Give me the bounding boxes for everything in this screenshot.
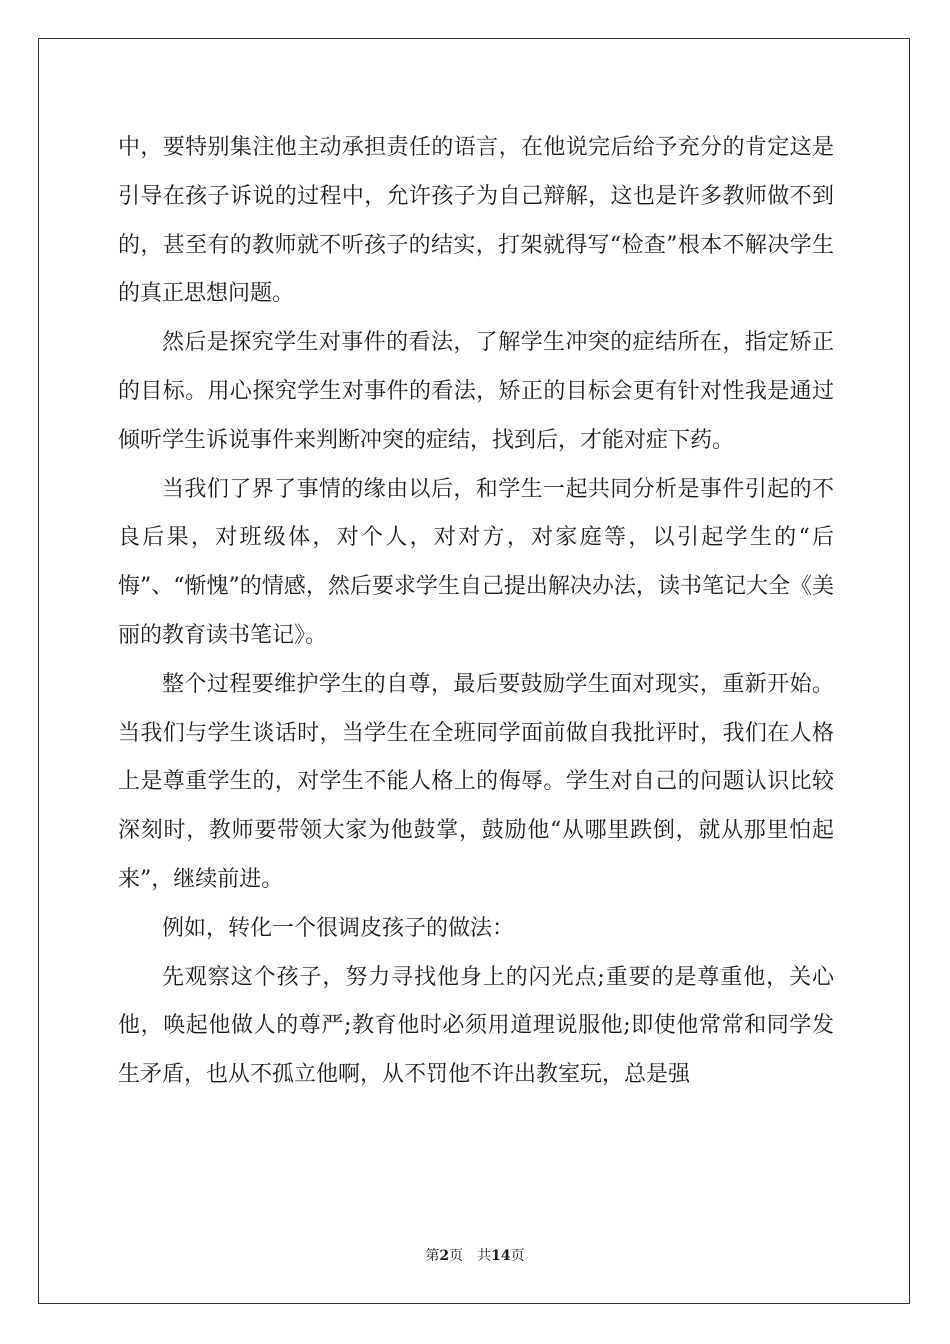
total-prefix: 共 [477,1248,492,1264]
paragraph: 当我们了界了事情的缘由以后，和学生一起共同分析是事件引起的不良后果，对班级体，对个人，对对方，对家庭等，以引起学生的“后悔”、“惭愧”的情感，然后要求学生自己提出解决办法，读书笔记大全《美丽的教育读书笔记》。 [118,476,834,648]
total-unit: 页 [510,1248,525,1264]
current-page-number: 2 [439,1248,450,1264]
paragraph: 先观察这个孩子，努力寻找他身上的闪光点;重要的是尊重他，关心他，唤起他做人的尊严;教育他时必须用道理说服他;即使他常常和同学发生矛盾，也从不孤立他啊，从不罚他不许出教室玩，总是强 [118,964,834,1088]
page-footer [0,1247,950,1265]
paragraph: 然后是探究学生对事件的看法，了解学生冲突的症结所在，指定矫正的目标。用心探究学生对事件的看法，矫正的目标会更有针对性我是通过倾听学生诉说事件来判断冲突的症结，找到后，才能对症下药。 [118,330,834,453]
paragraph: 例如，转化一个很调皮孩子的做法： [162,915,515,941]
page-prefix: 第 [425,1248,440,1264]
paragraph-continuation: 中，要特别集注他主动承担责任的语言，在他说完后给予充分的肯定这是引导在孩子诉说的过程中，允许孩子为自己辩解，这也是许多教师做不到的，甚至有的教师就不听孩子的结实，打架就得写“检查”根本不解决学生的真正思想问题。 [118,135,834,307]
total-page-count: 14 [491,1248,511,1264]
paragraph: 整个过程要维护学生的自尊，最后要鼓励学生面对现实，重新开始。当我们与学生谈话时，当学生在全班同学面前做自我批评时，我们在人格上是尊重学生的，对学生不能人格上的侮辱。学生对自己的问题认识比较深刻时，教师要带领大家为他鼓掌，鼓励他“从哪里跌倒，就从那里怕起来”，继续前进。 [118,671,834,892]
document-body [118,124,834,1100]
page-unit: 页 [449,1248,464,1264]
